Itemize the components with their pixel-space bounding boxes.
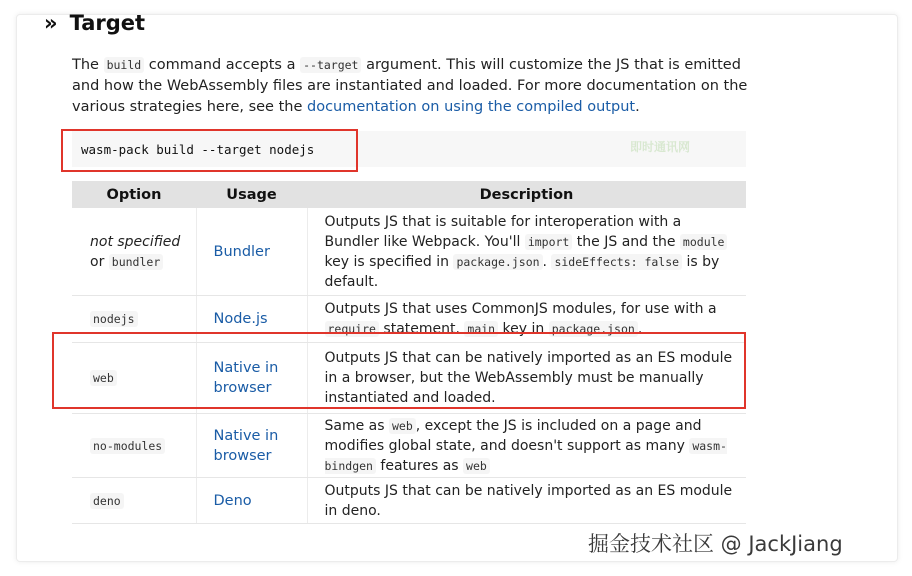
description-text: Outputs JS that can be natively imported as an ES module in deno. bbox=[324, 482, 733, 519]
intro-paragraph bbox=[72, 55, 752, 118]
inline-code: package.json bbox=[453, 254, 542, 270]
inline-code: package.json bbox=[549, 321, 638, 337]
usage-link-deno[interactable]: Deno bbox=[213, 492, 252, 509]
description-text: Outputs JS that is suitable for interoperation with a Bundler like Webpack. You'll bbox=[324, 213, 682, 250]
table-header-row bbox=[72, 181, 746, 208]
inline-code: build bbox=[104, 57, 145, 73]
option-text: or bbox=[90, 253, 109, 270]
inline-code: web bbox=[389, 418, 416, 434]
documentation-link[interactable]: documentation on using the compiled output bbox=[307, 99, 636, 115]
code-command: wasm-pack build --target nodejs bbox=[81, 142, 315, 157]
footer-watermark: 掘金技术社区 @ JackJiang bbox=[588, 532, 843, 556]
inline-code: main bbox=[464, 321, 498, 337]
option-code: no-modules bbox=[90, 438, 165, 454]
description-cell bbox=[307, 478, 746, 524]
option-cell bbox=[72, 478, 196, 524]
option-text: not specified bbox=[90, 233, 181, 250]
inline-code: sideEffects: false bbox=[551, 254, 682, 270]
column-header-option: Option bbox=[72, 181, 196, 208]
section-heading bbox=[44, 8, 145, 38]
description-text: the JS and the bbox=[572, 233, 680, 250]
usage-link-nodejs[interactable]: Node.js bbox=[213, 311, 268, 327]
usage-link-native-browser[interactable]: Native in browser bbox=[213, 360, 279, 396]
table-row bbox=[72, 414, 746, 478]
highlight-box-web-row bbox=[52, 332, 746, 409]
description-text: , except the JS is included on a page and modifies global state, and doesn't support as many bbox=[324, 417, 702, 454]
usage-cell bbox=[196, 414, 307, 478]
section-title: Target bbox=[69, 11, 146, 35]
description-text: . bbox=[542, 253, 552, 270]
option-code: web bbox=[90, 370, 117, 386]
column-header-description: Description bbox=[307, 181, 746, 208]
description-text: Outputs JS that can be natively imported as an ES module in a browser, but the WebAssembly must be manually instantiated and loaded. bbox=[324, 350, 733, 406]
inline-code: wasm-bindgen bbox=[324, 438, 727, 473]
description-text: features as bbox=[375, 457, 464, 474]
option-code: deno bbox=[90, 493, 124, 509]
inline-code: --target bbox=[300, 57, 361, 73]
inline-code: module bbox=[680, 234, 728, 250]
site-watermark: 即时通讯网 bbox=[630, 140, 691, 154]
inline-code: web bbox=[463, 458, 490, 474]
description-cell bbox=[307, 208, 746, 296]
usage-cell bbox=[196, 208, 307, 296]
option-cell bbox=[72, 414, 196, 478]
description-text: Outputs JS that uses CommonJS modules, for use with a bbox=[324, 301, 717, 317]
intro-text: . bbox=[635, 99, 640, 115]
section-marker: » bbox=[44, 11, 58, 35]
usage-cell bbox=[196, 478, 307, 524]
description-text: is by default. bbox=[324, 253, 720, 290]
description-cell bbox=[307, 414, 746, 478]
table-row bbox=[72, 208, 746, 296]
option-cell bbox=[72, 208, 196, 296]
intro-text: command accepts a bbox=[144, 57, 301, 73]
option-code: bundler bbox=[109, 254, 163, 270]
usage-link-native-browser[interactable]: Native in browser bbox=[213, 427, 279, 464]
usage-link-bundler[interactable]: Bundler bbox=[213, 243, 270, 260]
highlight-box-command bbox=[61, 129, 358, 172]
inline-code: require bbox=[325, 321, 379, 337]
option-code: nodejs bbox=[90, 311, 138, 327]
intro-text: The bbox=[72, 57, 104, 73]
description-text: Same as bbox=[324, 417, 389, 434]
column-header-usage: Usage bbox=[196, 181, 307, 208]
intro-text: argument. This will customize the JS that is emitted and how the WebAssembly files are instantiated and loaded. For more documentation on the various strategies here, see the bbox=[72, 57, 748, 115]
table-row bbox=[72, 478, 746, 524]
description-text: key is specified in bbox=[324, 253, 454, 270]
inline-code: import bbox=[525, 234, 573, 250]
description-text: . bbox=[637, 321, 643, 337]
description-text: statement. bbox=[378, 321, 465, 337]
description-text: key in bbox=[498, 321, 549, 337]
